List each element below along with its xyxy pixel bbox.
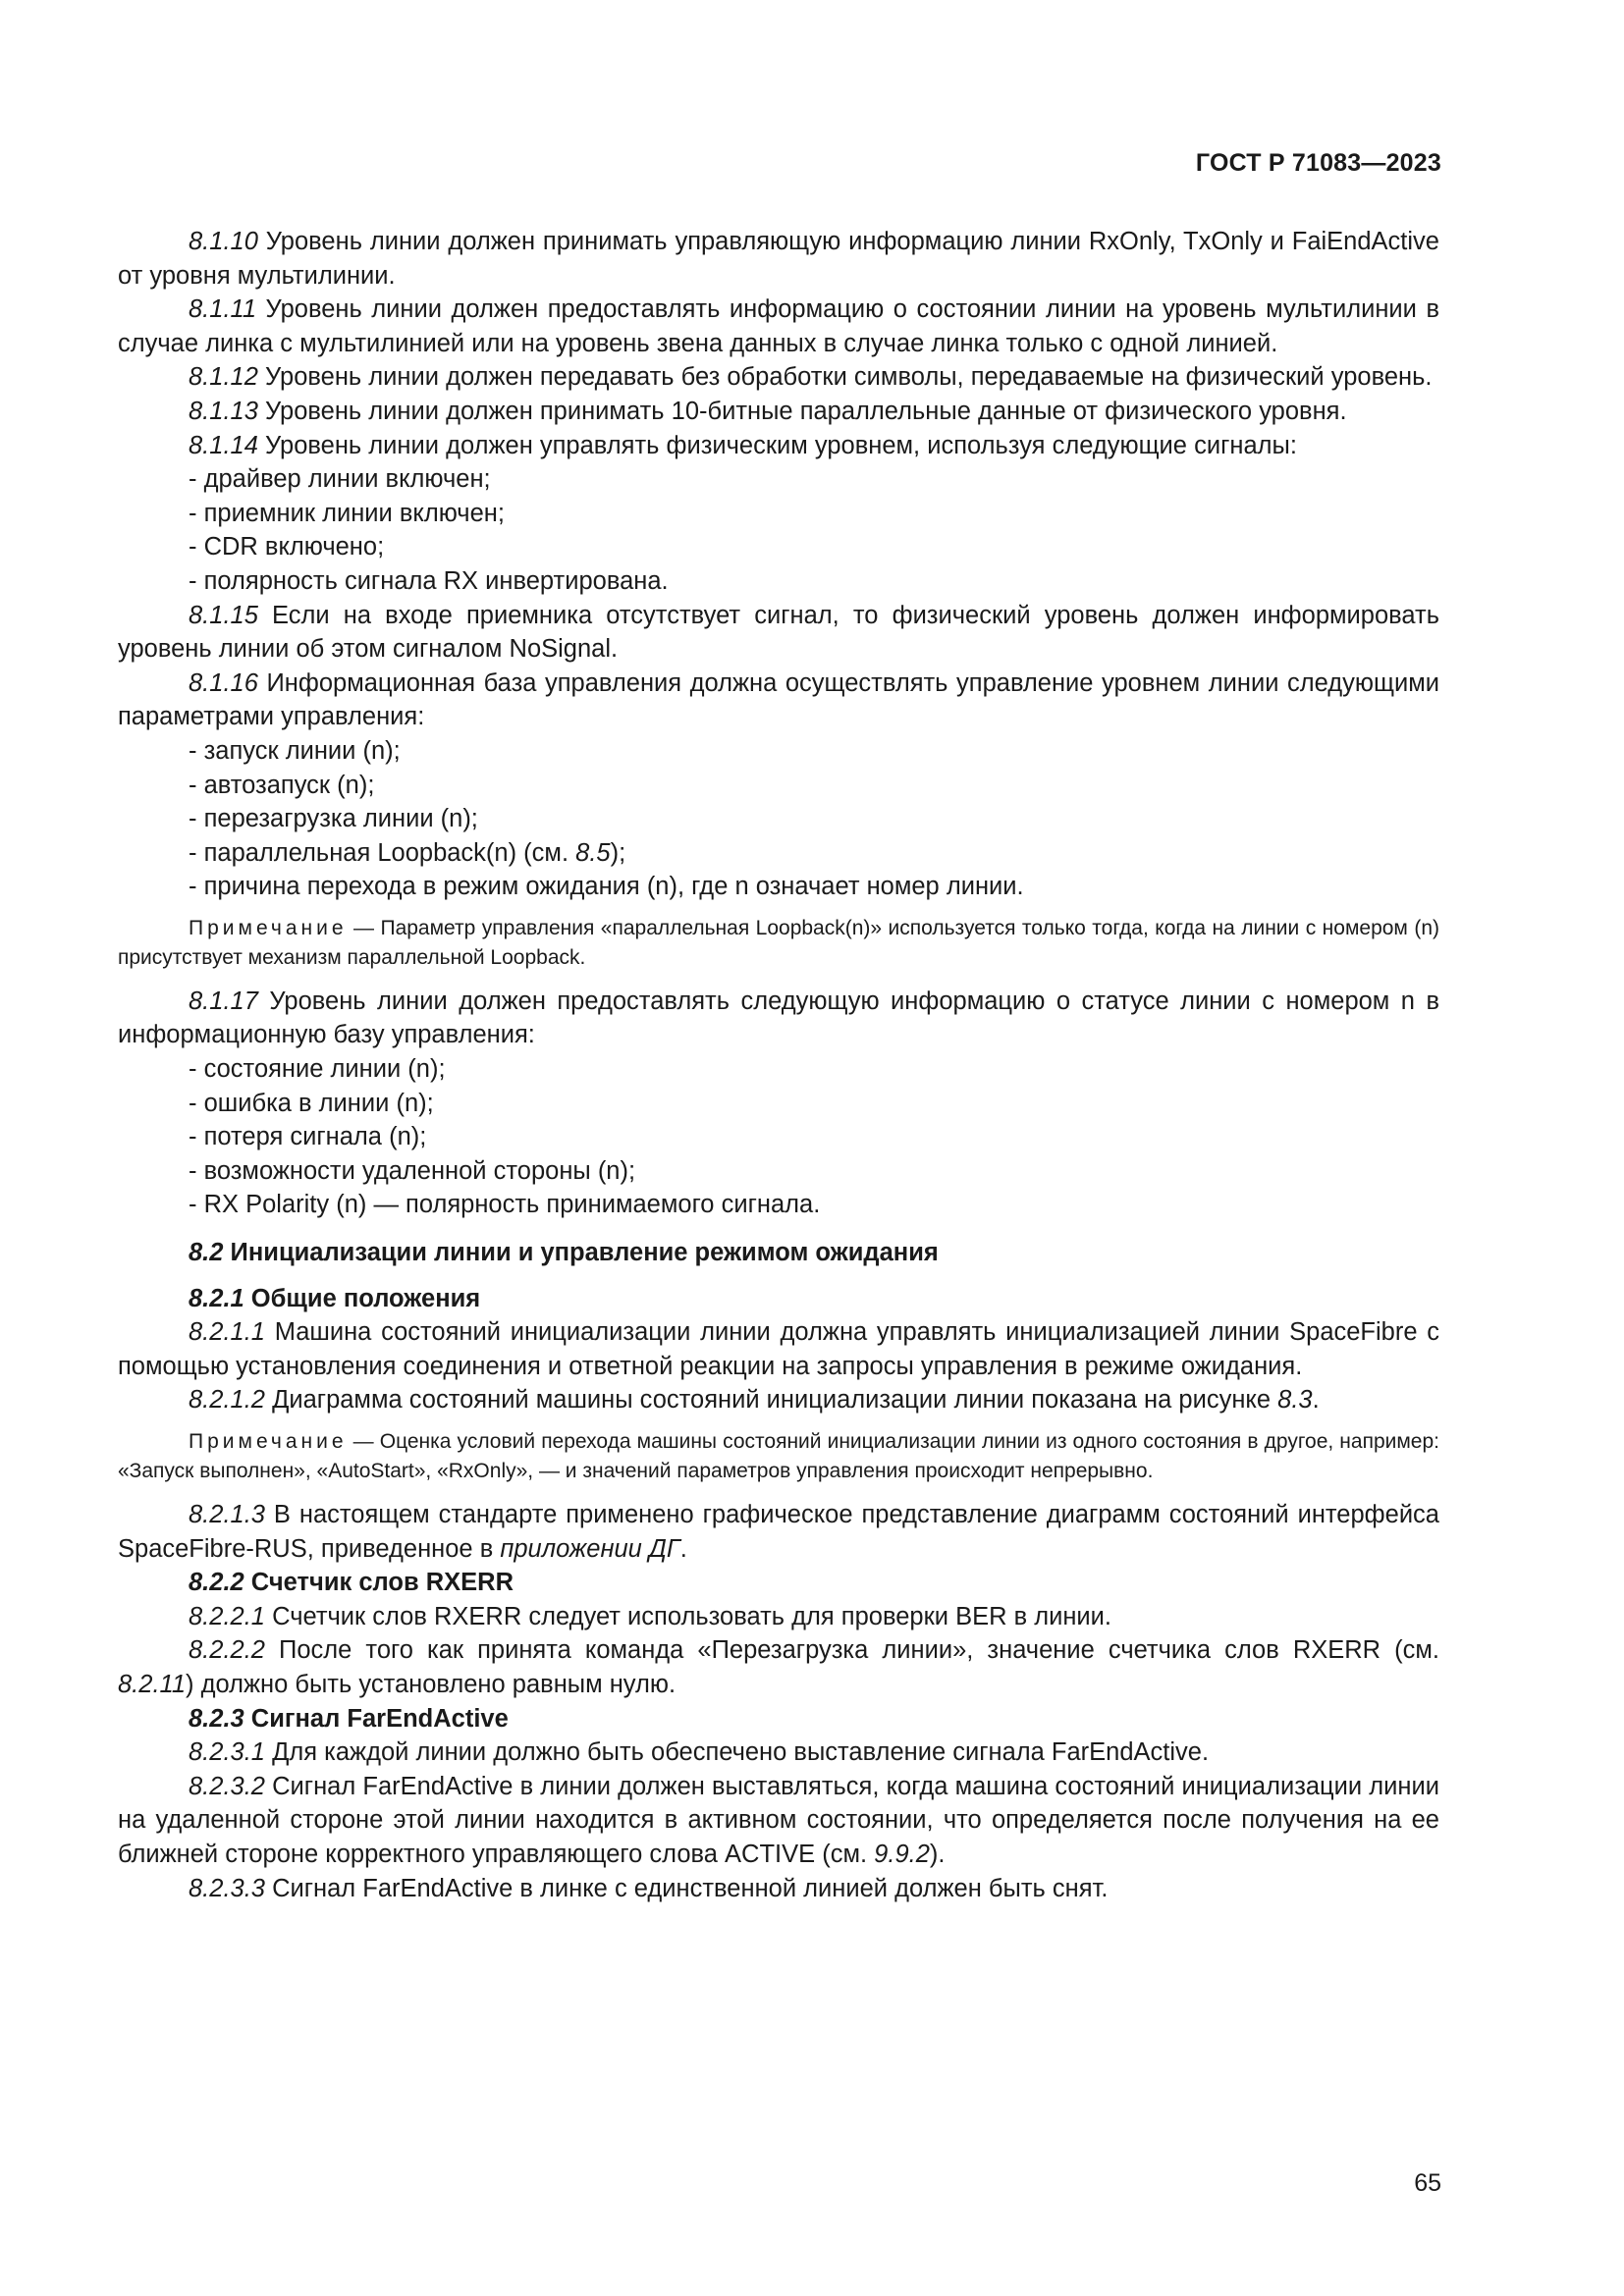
clause-text: Счетчик слов RXERR следует использовать для проверки BER в линии. bbox=[264, 1602, 1112, 1630]
list-item: - запуск линии (n); bbox=[189, 736, 401, 765]
subsection-heading-8-2-3 bbox=[118, 1702, 1439, 1736]
clause-8-2-1-2 bbox=[118, 1383, 1439, 1417]
section-title: Сигнал FarEndActive bbox=[244, 1704, 509, 1733]
clause-text: Диаграмма состояний машины состояний инициализации линии показана на рисунке bbox=[264, 1386, 1278, 1415]
clause-number: 8.1.16 bbox=[189, 668, 258, 697]
page-content bbox=[118, 225, 1439, 1905]
clause-text-end: . bbox=[679, 1534, 687, 1563]
subsection-heading-8-2-1 bbox=[118, 1282, 1439, 1316]
clause-text: Уровень линии должен предоставлять информацию о состоянии линии на уровень мультилинии в случае линка с мультилинией или на уровень звена данных в случае линка только с одной линией. bbox=[118, 295, 1439, 357]
cross-reference: 8.5 bbox=[575, 838, 611, 867]
list-item: - CDR включено; bbox=[189, 533, 385, 561]
note-2 bbox=[118, 1427, 1439, 1486]
note-label: Примечание bbox=[189, 916, 348, 939]
section-number: 8.2 bbox=[189, 1239, 224, 1267]
clause-number: 8.2.3.1 bbox=[189, 1738, 265, 1767]
list-item: - RX Polarity (n) — полярность принимаемого сигнала. bbox=[189, 1191, 821, 1219]
clause-8-2-1-3 bbox=[118, 1498, 1439, 1566]
clause-8-1-15 bbox=[118, 599, 1439, 667]
list-item: - драйвер линии включен; bbox=[189, 465, 491, 494]
clause-text: Уровень линии должен управлять физическим уровнем, используя следующие сигналы: bbox=[257, 431, 1297, 459]
list-text: - параллельная Loopback(n) (см. bbox=[189, 838, 576, 867]
clause-text: Уровень линии должен передавать без обработки символы, передаваемые на физический уровень. bbox=[257, 363, 1433, 392]
clause-text: Машина состояний инициализации линии должна управлять инициализацией линии SpaceFibre с помощью установления соединения и ответной реакции на запросы управления в режиме ожидания. bbox=[118, 1318, 1439, 1380]
clause-8-1-10 bbox=[118, 225, 1439, 293]
clause-8-1-14 bbox=[118, 429, 1439, 463]
list-item: - причина перехода в режим ожидания (n), где n означает номер линии. bbox=[189, 873, 1024, 901]
subsection-heading-8-2-2 bbox=[118, 1566, 1439, 1600]
clause-text: Если на входе приемника отсутствует сигнал, то физический уровень должен информировать уровень линии об этом сигналом NoSignal. bbox=[118, 601, 1439, 664]
section-title: Счетчик слов RXERR bbox=[244, 1569, 514, 1597]
clause-8-2-3-3 bbox=[118, 1872, 1439, 1906]
clause-number: 8.2.3.2 bbox=[189, 1772, 265, 1800]
clause-8-2-3-2 bbox=[118, 1770, 1439, 1872]
clause-number: 8.1.17 bbox=[189, 987, 258, 1015]
clause-number: 8.2.3.3 bbox=[189, 1874, 265, 1902]
section-number: 8.2.2 bbox=[189, 1569, 244, 1597]
section-title: Общие положения bbox=[244, 1284, 481, 1312]
clause-number: 8.1.15 bbox=[189, 601, 258, 629]
clause-number: 8.1.10 bbox=[189, 228, 258, 255]
clause-8-1-16 bbox=[118, 667, 1439, 734]
cross-reference: 9.9.2 bbox=[874, 1840, 930, 1868]
list-item: - перезагрузка линии (n); bbox=[189, 805, 478, 833]
clause-text: Для каждой линии должно быть обеспечено выставление сигнала FarEndActive. bbox=[264, 1738, 1210, 1767]
note-label: Примечание bbox=[189, 1430, 348, 1453]
section-heading-8-2 bbox=[118, 1236, 1439, 1270]
clause-text: Сигнал FarEndActive в линии должен выставляться, когда машина состояний инициализации линии на удаленной стороне этой линии находится в активном состоянии, что определяется после получения на ее ближней стороне корректного управляющего слова ACTIVE (см. bbox=[118, 1772, 1439, 1868]
section-number: 8.2.3 bbox=[189, 1704, 244, 1733]
clause-8-1-17 bbox=[118, 985, 1439, 1052]
clause-8-2-2-2 bbox=[118, 1633, 1439, 1701]
list-item: - потеря сигнала (n); bbox=[189, 1123, 427, 1151]
clause-number: 8.2.1.1 bbox=[189, 1318, 265, 1347]
list-item: - полярность сигнала RX инвертирована. bbox=[189, 566, 669, 595]
clause-8-2-2-1 bbox=[118, 1600, 1439, 1634]
clause-number: 8.1.14 bbox=[189, 431, 258, 459]
list-text: ); bbox=[610, 838, 626, 867]
cross-reference: приложении ДГ bbox=[500, 1534, 680, 1563]
list-item: - автозапуск (n); bbox=[189, 771, 375, 799]
clause-number: 8.2.2.2 bbox=[189, 1636, 265, 1665]
list-item: - возможности удаленной стороны (n); bbox=[189, 1156, 636, 1185]
list-item bbox=[118, 836, 1439, 871]
clause-text-end: ). bbox=[929, 1840, 946, 1868]
section-title: Инициализации линии и управление режимом ожидания bbox=[223, 1239, 939, 1267]
clause-number: 8.2.2.1 bbox=[189, 1602, 265, 1630]
clause-text: Уровень линии должен принимать 10-битные параллельные данные от физического уровня. bbox=[257, 397, 1347, 425]
document-header: ГОСТ Р 71083—2023 bbox=[1195, 149, 1441, 177]
clause-8-2-3-1 bbox=[118, 1735, 1439, 1770]
clause-8-1-11 bbox=[118, 293, 1439, 360]
clause-8-1-13 bbox=[118, 395, 1439, 429]
note-text: — Оценка условий перехода машины состояний инициализации линии из одного состояния в другое, например: «Запуск выполнен», «AutoStart», «RxOnly», — и значений параметров управления происходит непрерывно. bbox=[118, 1430, 1439, 1482]
clause-text: После того как принята команда «Перезагрузка линии», значение счетчика слов RXERR (см. bbox=[264, 1636, 1439, 1665]
note-1 bbox=[118, 914, 1439, 973]
clause-number: 8.2.1.3 bbox=[189, 1501, 265, 1528]
list-item: - ошибка в линии (n); bbox=[189, 1089, 434, 1117]
clause-text: Уровень линии должен предоставлять следующую информацию о статусе линии с номером n в информационную базу управления: bbox=[118, 987, 1439, 1049]
page-number: 65 bbox=[1414, 2169, 1441, 2197]
clause-text: Информационная база управления должна осуществлять управление уровнем линии следующими параметрами управления: bbox=[118, 668, 1439, 731]
clause-text: Сигнал FarEndActive в линке с единственной линией должен быть снят. bbox=[264, 1874, 1109, 1902]
cross-reference: 8.3 bbox=[1277, 1386, 1313, 1415]
clause-number: 8.1.12 bbox=[189, 363, 258, 392]
section-number: 8.2.1 bbox=[189, 1284, 244, 1312]
clause-text-end: ) должно быть установлено равным нулю. bbox=[186, 1670, 677, 1698]
clause-text-end: . bbox=[1312, 1386, 1320, 1415]
clause-number: 8.1.11 bbox=[189, 295, 257, 324]
note-text: — Параметр управления «параллельная Loopback(n)» используется только тогда, когда на линии с номером (n) присутствует механизм параллельной Loopback. bbox=[118, 916, 1439, 969]
clause-number: 8.1.13 bbox=[189, 397, 258, 425]
clause-text: В настоящем стандарте применено графическое представление диаграмм состояний интерфейса SpaceFibre-RUS, приведенное в bbox=[118, 1501, 1439, 1563]
clause-number: 8.2.1.2 bbox=[189, 1386, 265, 1415]
list-item: - приемник линии включен; bbox=[189, 499, 505, 527]
clause-8-1-12 bbox=[118, 360, 1439, 395]
list-item: - состояние линии (n); bbox=[189, 1055, 446, 1084]
clause-8-2-1-1 bbox=[118, 1315, 1439, 1383]
clause-text: Уровень линии должен принимать управляющую информацию линии RxOnly, TxOnly и FaiEndActive от уровня мультилинии. bbox=[118, 228, 1439, 290]
cross-reference: 8.2.11 bbox=[118, 1670, 187, 1698]
